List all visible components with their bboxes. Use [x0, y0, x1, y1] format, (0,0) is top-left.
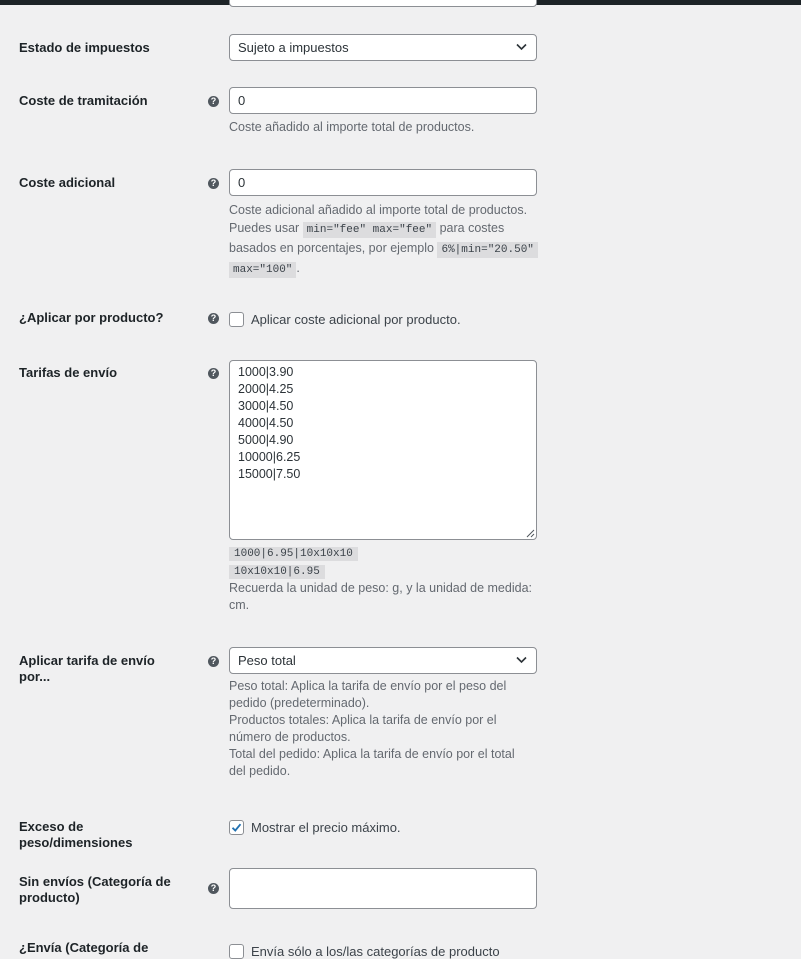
- chevron-down-icon: [516, 43, 527, 51]
- apply-rate-by-label: Aplicar tarifa de envío por...: [19, 653, 155, 684]
- rate-example-weight: 1000|6.95|10x10x10: [229, 547, 358, 561]
- additional-cost-desc-line1: Coste adicional añadido al importe total de productos.: [229, 203, 528, 217]
- per-product-checkbox-label: Aplicar coste adicional por producto.: [251, 311, 461, 327]
- rate-line: 2000|4.25: [238, 382, 294, 396]
- per-product-option[interactable]: [229, 311, 461, 327]
- rate-line: 15000|7.50: [238, 467, 301, 481]
- apply-rate-by-description: [229, 678, 529, 780]
- shipping-rates-textarea[interactable]: [229, 360, 537, 540]
- rate-line: 3000|4.50: [238, 399, 294, 413]
- code-example-fee: min="fee" max="fee": [303, 222, 436, 238]
- additional-cost-label: Coste adicional: [19, 175, 116, 190]
- help-icon: ?: [208, 656, 219, 667]
- help-icon: ?: [208, 178, 219, 189]
- apply-rate-by-value: Peso total: [238, 653, 296, 668]
- help-icon: ?: [208, 883, 219, 894]
- rate-line: 4000|4.50: [238, 416, 294, 430]
- resize-handle-icon[interactable]: [526, 529, 535, 538]
- ships-only-option[interactable]: [229, 943, 500, 959]
- chevron-down-icon: [516, 656, 527, 664]
- per-product-label: ¿Aplicar por producto?: [19, 310, 164, 325]
- tax-status-select[interactable]: [229, 34, 537, 61]
- help-icon: ?: [208, 368, 219, 379]
- shipping-rates-label: Tarifas de envío: [19, 365, 118, 380]
- additional-cost-input[interactable]: 0: [229, 169, 537, 196]
- per-product-checkbox[interactable]: [229, 312, 244, 327]
- apply-rate-desc-total: Total del pedido: Aplica la tarifa de envío por el total del pedido.: [229, 747, 515, 778]
- excess-option[interactable]: [229, 819, 401, 835]
- excess-label: Exceso de peso/dimensiones: [19, 819, 133, 850]
- units-note: Recuerda la unidad de peso: g, y la unidad de medida: cm.: [229, 581, 532, 612]
- rate-line: 5000|4.90: [238, 433, 294, 447]
- rate-example-dimensions: 10x10x10|6.95: [229, 565, 325, 579]
- additional-cost-desc-line2-prefix: Puedes usar: [229, 221, 300, 235]
- ships-only-checkbox[interactable]: [229, 944, 244, 959]
- tax-status-label: Estado de impuestos: [19, 40, 150, 55]
- apply-rate-by-select[interactable]: [229, 647, 537, 674]
- rate-line: 1000|3.90: [238, 365, 294, 379]
- handling-fee-label: Coste de tramitación: [19, 93, 148, 108]
- additional-cost-desc-line2-suffix: para costes: [439, 221, 505, 235]
- checkmark-icon: [230, 821, 243, 834]
- no-shipping-categories-input[interactable]: [229, 868, 537, 909]
- code-example-max: max="100": [229, 262, 296, 278]
- previous-field[interactable]: [229, 0, 537, 7]
- excess-checkbox-label: Mostrar el precio máximo.: [251, 819, 401, 835]
- help-icon: ?: [208, 96, 219, 107]
- tax-status-value: Sujeto a impuestos: [238, 40, 349, 55]
- ships-only-checkbox-label: Envía sólo a los/las categorías de producto: [251, 943, 500, 959]
- code-example-percent: 6%|min="20.50": [437, 242, 537, 258]
- additional-cost-desc-end: .: [296, 261, 300, 275]
- additional-cost-desc-line3-prefix: basados en porcentajes, por ejemplo: [229, 241, 434, 255]
- apply-rate-desc-products: Productos totales: Aplica la tarifa de envío por el número de productos.: [229, 713, 497, 744]
- rate-examples: [229, 544, 358, 580]
- ships-only-label: ¿Envía (Categoría de: [19, 940, 149, 955]
- handling-fee-input[interactable]: 0: [229, 87, 537, 114]
- handling-fee-description: Coste añadido al importe total de productos.: [229, 120, 475, 134]
- apply-rate-desc-weight: Peso total: Aplica la tarifa de envío por el peso del pedido (predeterminado).: [229, 679, 507, 710]
- excess-checkbox[interactable]: [229, 820, 244, 835]
- no-shipping-label: Sin envíos (Categoría de producto): [19, 874, 171, 905]
- help-icon: ?: [208, 313, 219, 324]
- additional-cost-description: [229, 201, 539, 279]
- rate-line: 10000|6.25: [238, 450, 301, 464]
